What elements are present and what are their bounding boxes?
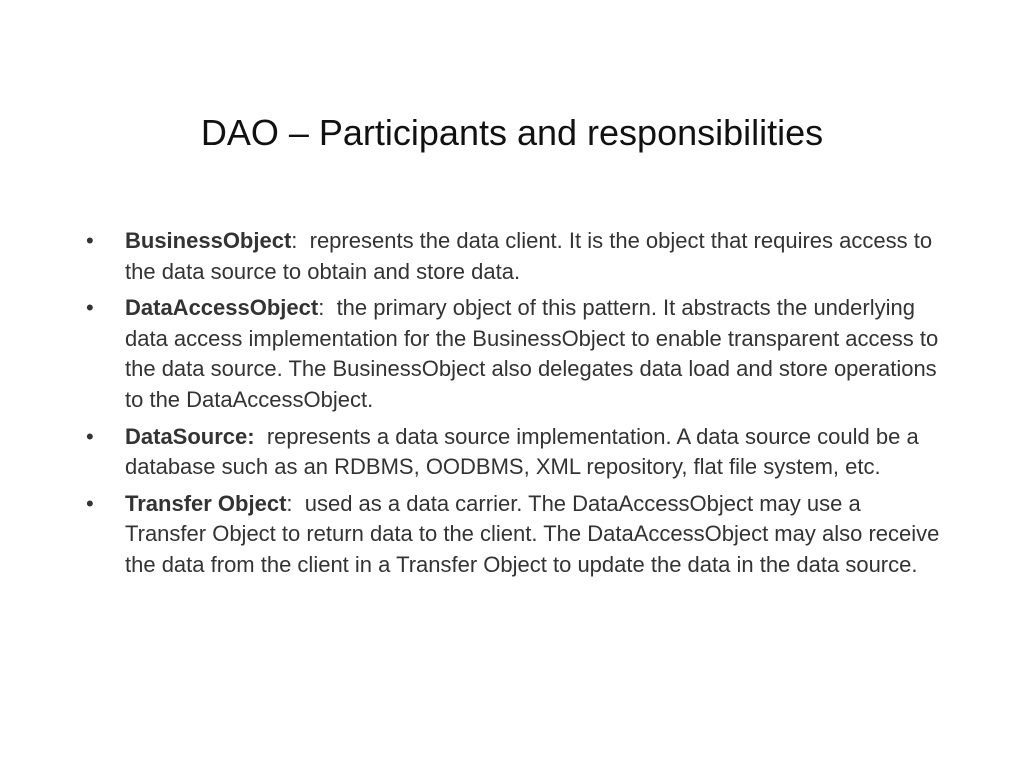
term-separator: : [286, 490, 305, 516]
bullet-item-data-access-object [82, 293, 942, 415]
slide-title: DAO – Participants and responsibilities [200, 112, 824, 153]
bullet-item-data-source [82, 422, 942, 483]
term-separator: : [318, 295, 337, 321]
bullet-icon: • [86, 295, 94, 321]
term-label: DataAccessObject [125, 295, 319, 321]
term-label: BusinessObject [125, 228, 292, 253]
bullet-item-transfer-object [82, 489, 942, 581]
bullet-item-business-object [82, 226, 942, 287]
term-label: DataSource: [125, 423, 255, 449]
term-description: represents the data client. It is the object that requires access to the data source to obtain and store data. [125, 228, 933, 284]
term-description: represents a data source implementation. A data source could be a database such as an RDBMS, OODBMS, XML repository, flat file system, etc. [125, 423, 919, 480]
bullet-icon: • [86, 228, 94, 253]
term-label: Transfer Object [125, 490, 287, 516]
bullet-icon: • [86, 490, 94, 516]
term-description: the primary object of this pattern. It abstracts the underlying data access implementation for the BusinessObject to enable transparent access to the data source. The BusinessObject also delegates data load and store operations to the DataAccessObject. [125, 295, 939, 412]
term-description: used as a data carrier. The DataAccessObject may use a Transfer Object to return data to the client. The DataAccessObject may also receive the data from the client in a Transfer Object to update the data in the data source. [125, 490, 940, 577]
bullet-list [82, 226, 942, 587]
term-separator: : [291, 228, 310, 253]
bullet-icon: • [86, 423, 94, 449]
term-separator [255, 424, 267, 449]
